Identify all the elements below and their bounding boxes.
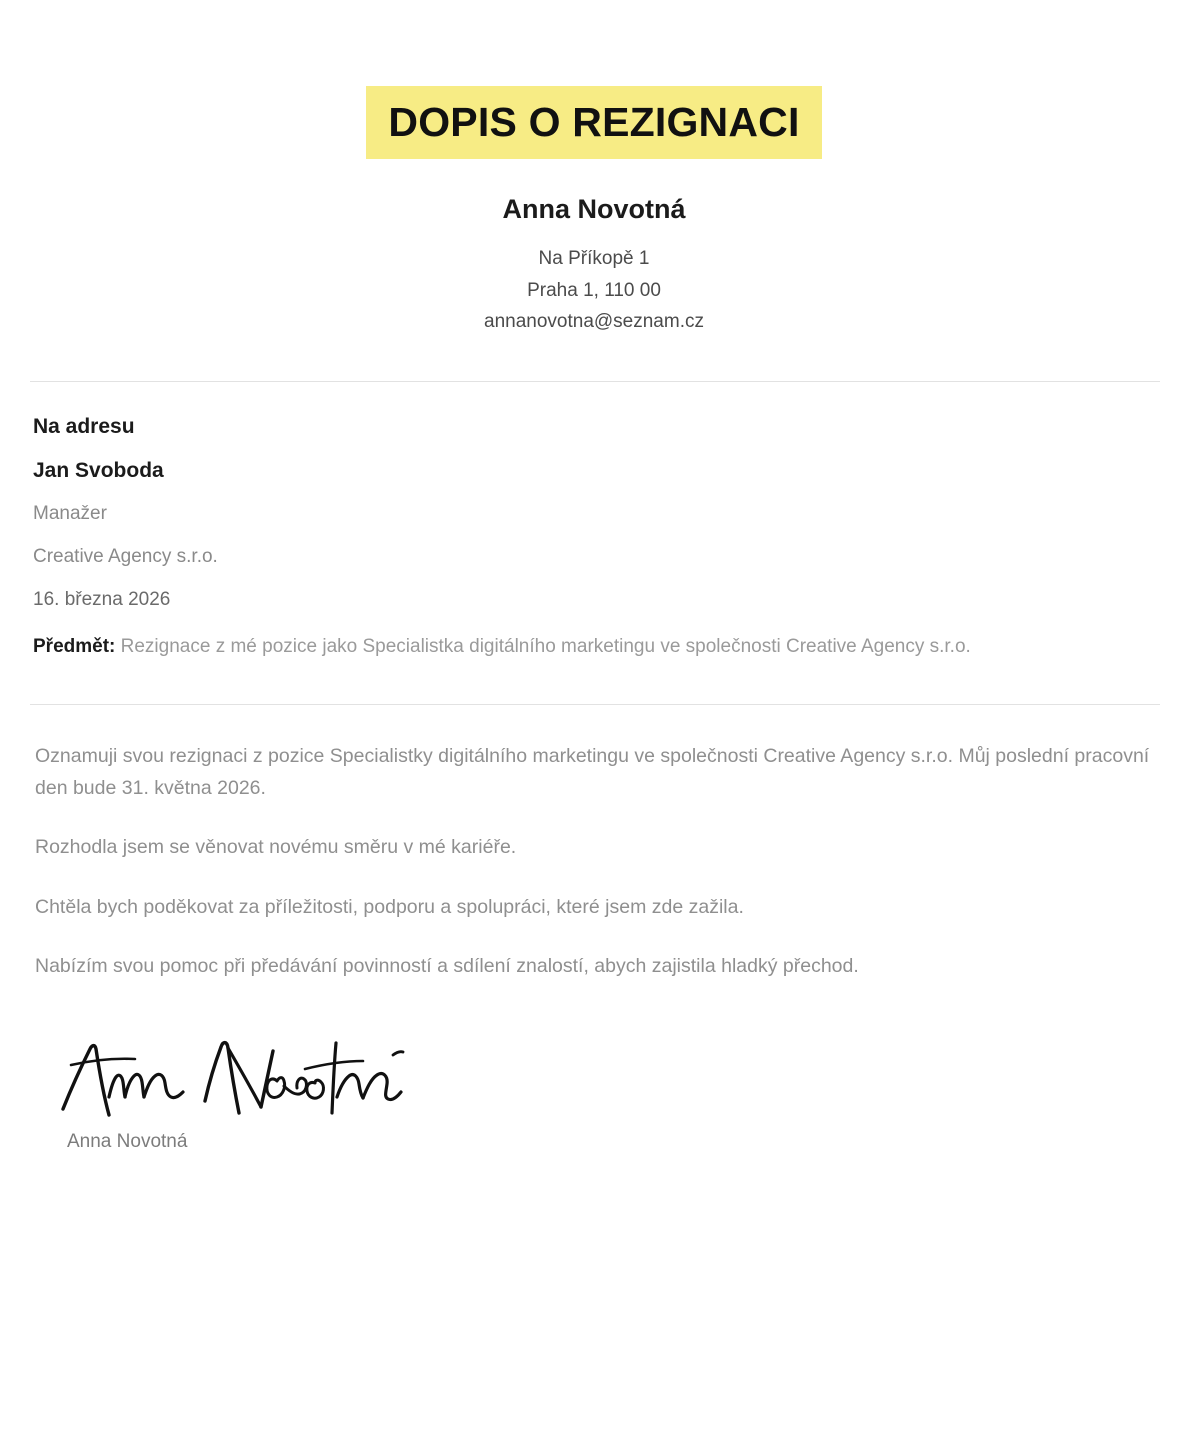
subject-line bbox=[33, 634, 1158, 660]
recipient-name: Jan Svoboda bbox=[33, 459, 164, 483]
sender-block bbox=[0, 193, 1188, 337]
recipient-company: Creative Agency s.r.o. bbox=[33, 546, 218, 568]
body-paragraph: Oznamuji svou rezignaci z pozice Specialistky digitálního marketingu ve společnosti Creative Agency s.r.o. Můj poslední pracovní den bude 31. května 2026. bbox=[35, 745, 1150, 799]
signature-block bbox=[33, 983, 1158, 1151]
body-paragraph: Nabízím svou pomoc při předávání povinností a sdílení znalostí, abych zajistila hladký přechod. bbox=[35, 955, 859, 978]
recipient-block bbox=[33, 382, 1158, 660]
body-paragraph: Rozhodla jsem se věnovat novému směru v mé kariéře. bbox=[35, 836, 517, 859]
body-paragraph: Chtěla bych poděkovat za příležitosti, podporu a spolupráci, které jsem zde zažila. bbox=[35, 895, 744, 918]
sender-name: Anna Novotná bbox=[502, 194, 686, 224]
sender-email: annanovotna@seznam.cz bbox=[484, 311, 704, 333]
recipient-heading: Na adresu bbox=[33, 415, 135, 439]
letter-content bbox=[0, 382, 1188, 660]
subject-text: Rezignace z mé pozice jako Specialistka digitálního marketingu ve společnosti Creative Agency s.r.o. bbox=[120, 636, 971, 658]
handwritten-signature-icon bbox=[53, 1031, 413, 1126]
body-block bbox=[33, 705, 1158, 983]
signature-printed-name: Anna Novotná bbox=[67, 1130, 188, 1152]
letter-date: 16. března 2026 bbox=[33, 589, 171, 611]
page-title: DOPIS O REZIGNACI bbox=[366, 86, 821, 159]
title-container bbox=[0, 0, 1188, 159]
sender-city-postal: Praha 1, 110 00 bbox=[527, 279, 661, 301]
letter-body-container bbox=[0, 705, 1188, 1151]
sender-street: Na Příkopě 1 bbox=[538, 248, 650, 270]
recipient-role: Manažer bbox=[33, 503, 107, 525]
subject-label: Předmět: bbox=[33, 636, 116, 658]
